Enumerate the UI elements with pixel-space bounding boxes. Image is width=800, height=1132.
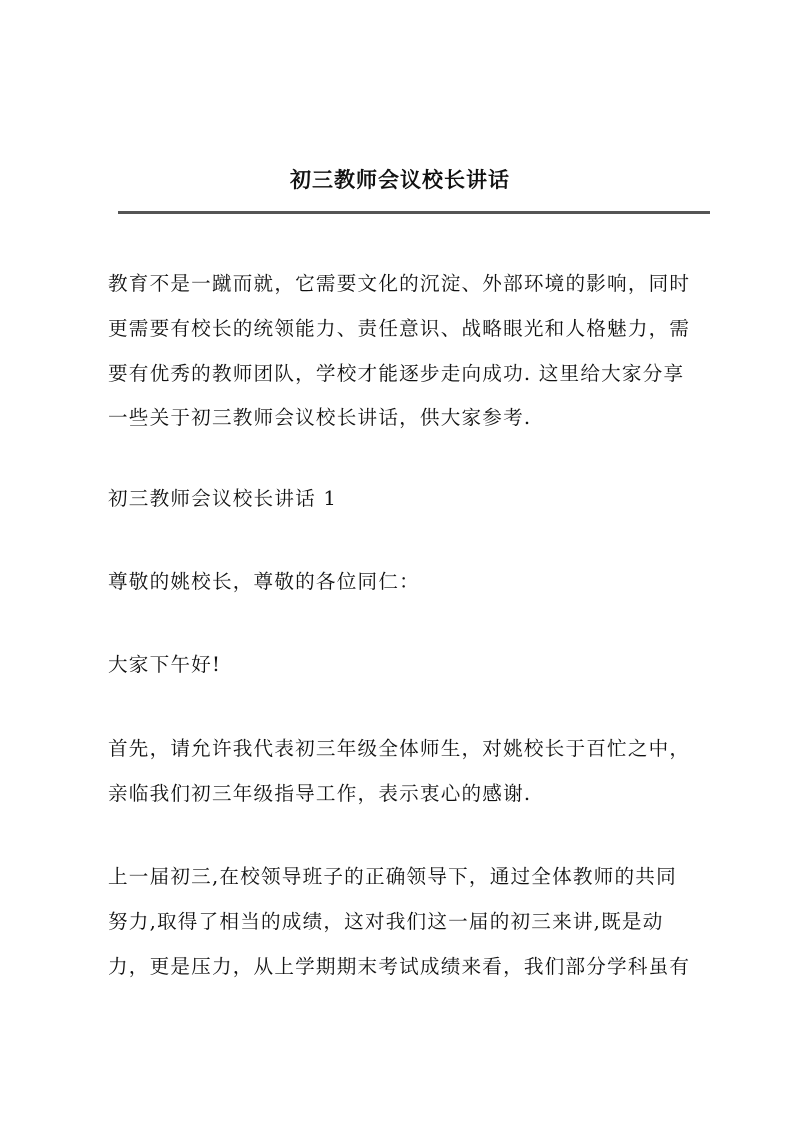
text-line: 教育不是一蹴而就，它需要文化的沉淀、外部环境的影响，同时: [108, 272, 691, 295]
text-line: 首先，请允许我代表初三年级全体师生，对姚校长于百忙之中，: [108, 737, 691, 760]
greeting-paragraph: [108, 643, 708, 688]
document-title: 初三教师会议校长讲话: [290, 167, 510, 192]
text-line: 更需要有校长的统领能力、责任意识、战略眼光和人格魅力，需: [108, 316, 691, 340]
text-line: 努力,取得了相当的成绩，这对我们这一届的初三来讲,既是动: [108, 909, 664, 933]
text-line: 亲临我们初三年级指导工作，表示衷心的感谢.: [108, 781, 532, 805]
salutation-paragraph: [108, 560, 708, 605]
text-line: 尊敬的姚校长，尊敬的各位同仁：: [108, 570, 420, 593]
thanks-paragraph: [108, 727, 708, 817]
text-line: 大家下午好!: [108, 653, 222, 676]
text-line: 初三教师会议校长讲话 1: [108, 487, 338, 510]
text-line: 上一届初三,在校领导班子的正确领导下，通过全体教师的共同: [108, 865, 677, 888]
title-underline: [118, 211, 710, 214]
text-line: 要有优秀的教师团队，学校才能逐步走向成功. 这里给大家分享: [108, 361, 685, 385]
text-line: 一些关于初三教师会议校长讲话，供大家参考.: [108, 406, 532, 430]
body-paragraph: [108, 855, 708, 989]
intro-paragraph: [108, 262, 708, 441]
section-heading: [108, 477, 708, 522]
text-line: 力，更是压力，从上学期期末考试成绩来看，我们部分学科虽有: [108, 954, 691, 978]
